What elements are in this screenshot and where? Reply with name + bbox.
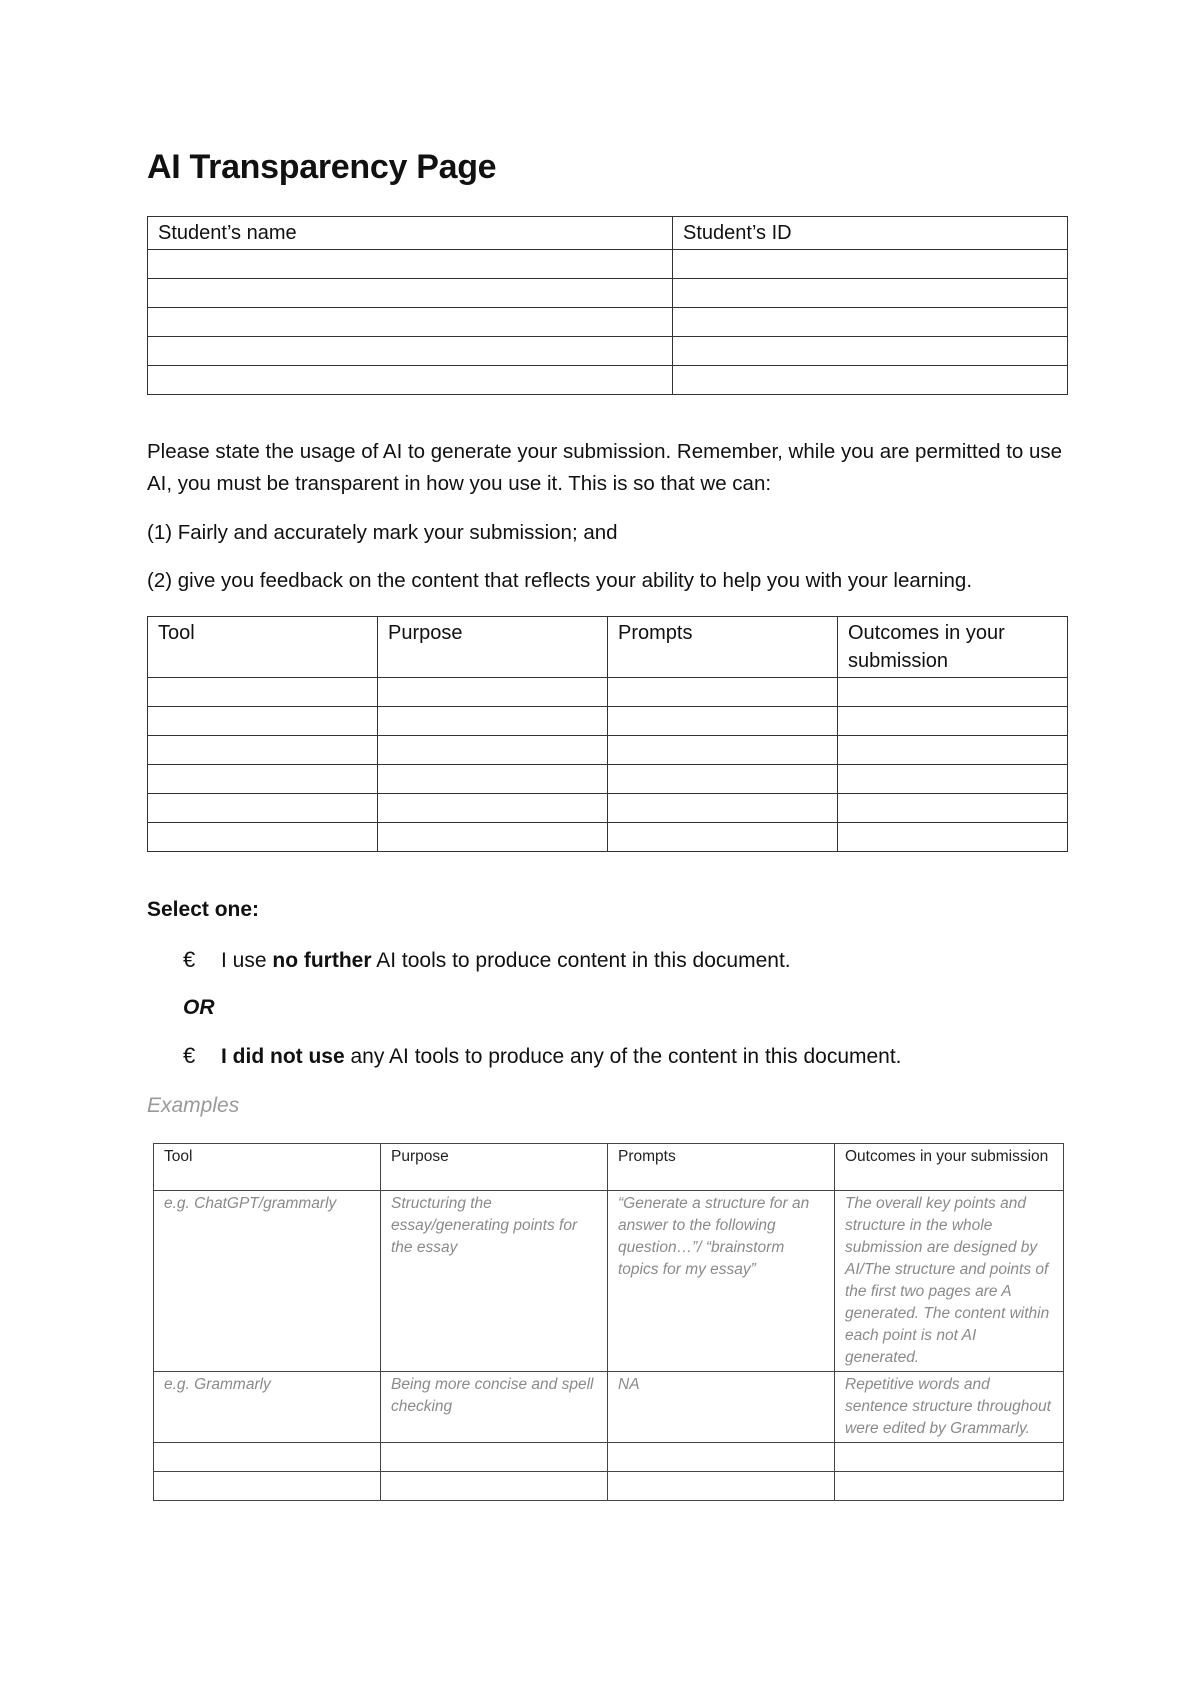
prompts-cell[interactable] xyxy=(608,765,838,794)
option-emphasis: I did not use xyxy=(221,1045,345,1068)
outcomes-cell[interactable] xyxy=(838,794,1068,823)
student-id-cell[interactable] xyxy=(673,250,1068,279)
table-row xyxy=(148,736,1068,765)
prompts-cell[interactable] xyxy=(608,707,838,736)
tool-cell[interactable] xyxy=(148,823,378,852)
purpose-cell[interactable] xyxy=(378,765,608,794)
purpose-cell xyxy=(381,1472,608,1501)
student-name-cell[interactable] xyxy=(148,279,673,308)
outcomes-cell[interactable] xyxy=(838,765,1068,794)
example-tool: e.g. Grammarly xyxy=(154,1372,381,1443)
example-purpose: Being more concise and spell checking xyxy=(381,1372,608,1443)
prompts-header: Prompts xyxy=(608,1144,835,1191)
tool-header: Tool xyxy=(154,1144,381,1191)
table-row xyxy=(148,823,1068,852)
outcomes-cell[interactable] xyxy=(838,707,1068,736)
student-name-cell[interactable] xyxy=(148,337,673,366)
student-id-cell[interactable] xyxy=(673,366,1068,395)
purpose-cell xyxy=(381,1443,608,1472)
student-name-cell[interactable] xyxy=(148,250,673,279)
checkbox-icon[interactable]: € xyxy=(183,1043,196,1068)
table-row xyxy=(148,308,1068,337)
tool-cell[interactable] xyxy=(148,736,378,765)
purpose-cell[interactable] xyxy=(378,678,608,707)
page-title: AI Transparency Page xyxy=(147,148,497,186)
table-row xyxy=(148,250,1068,279)
prompts-cell[interactable] xyxy=(608,823,838,852)
prompts-cell xyxy=(608,1443,835,1472)
example-prompts: NA xyxy=(608,1372,835,1443)
tool-header: Tool xyxy=(148,617,378,678)
prompts-cell[interactable] xyxy=(608,794,838,823)
table-row xyxy=(154,1472,1064,1501)
option-text-suffix: any AI tools to produce any of the content in this document. xyxy=(344,1045,902,1068)
example-outcomes: The overall key points and structure in the whole submission are designed by AI/The structure and points of the first two pages are A generated. The content within each point is not AI generated. xyxy=(835,1191,1064,1372)
example-purpose: Structuring the essay/generating points for the essay xyxy=(381,1191,608,1372)
purpose-cell[interactable] xyxy=(378,794,608,823)
tool-cell[interactable] xyxy=(148,678,378,707)
table-header-row xyxy=(154,1144,1064,1191)
intro-paragraph: Please state the usage of AI to generate your submission. Remember, while you are permitted to use AI, you must be transparent in how you use it. This is so that we can: xyxy=(147,440,1063,495)
point-one: (1) Fairly and accurately mark your submission; and xyxy=(147,521,618,544)
select-one-heading: Select one: xyxy=(147,898,260,921)
examples-label: Examples xyxy=(147,1094,240,1117)
table-row xyxy=(148,707,1068,736)
table-row xyxy=(148,279,1068,308)
table-row xyxy=(154,1443,1064,1472)
tool-cell xyxy=(154,1472,381,1501)
student-info-table xyxy=(147,216,1068,395)
prompts-cell xyxy=(608,1472,835,1501)
checkbox-icon[interactable]: € xyxy=(183,947,196,972)
outcomes-cell[interactable] xyxy=(838,736,1068,765)
prompts-header: Prompts xyxy=(608,617,838,678)
option-text-prefix: I use xyxy=(221,949,273,972)
tool-cell[interactable] xyxy=(148,794,378,823)
option-emphasis: no further xyxy=(272,949,372,972)
student-name-cell[interactable] xyxy=(148,366,673,395)
student-name-header: Student’s name xyxy=(148,217,673,250)
table-row xyxy=(154,1372,1064,1443)
student-id-cell[interactable] xyxy=(673,279,1068,308)
outcomes-header: Outcomes in your submission xyxy=(838,617,1068,678)
table-row xyxy=(148,765,1068,794)
student-id-cell[interactable] xyxy=(673,337,1068,366)
option-no-further-ai[interactable] xyxy=(183,945,791,976)
option-text-suffix: AI tools to produce content in this document. xyxy=(371,949,791,972)
student-id-cell[interactable] xyxy=(673,308,1068,337)
option-did-not-use-ai[interactable] xyxy=(183,1041,902,1072)
or-label: OR xyxy=(183,996,215,1019)
prompts-cell[interactable] xyxy=(608,736,838,765)
example-prompts: “Generate a structure for an answer to the following question…”/ “brainstorm topics for my essay” xyxy=(608,1191,835,1372)
student-name-cell[interactable] xyxy=(148,308,673,337)
table-row xyxy=(148,794,1068,823)
purpose-cell[interactable] xyxy=(378,736,608,765)
outcomes-cell xyxy=(835,1472,1064,1501)
example-tool: e.g. ChatGPT/grammarly xyxy=(154,1191,381,1372)
purpose-cell[interactable] xyxy=(378,707,608,736)
table-row xyxy=(154,1191,1064,1372)
tool-cell xyxy=(154,1443,381,1472)
table-row xyxy=(148,366,1068,395)
outcomes-cell xyxy=(835,1443,1064,1472)
table-header-row xyxy=(148,217,1068,250)
table-header-row xyxy=(148,617,1068,678)
outcomes-cell[interactable] xyxy=(838,823,1068,852)
tool-cell[interactable] xyxy=(148,765,378,794)
outcomes-header: Outcomes in your submission xyxy=(835,1144,1064,1191)
tool-cell[interactable] xyxy=(148,707,378,736)
ai-usage-table xyxy=(147,616,1068,852)
point-two: (2) give you feedback on the content that reflects your ability to help you with your learning. xyxy=(147,569,973,592)
purpose-cell[interactable] xyxy=(378,823,608,852)
example-outcomes: Repetitive words and sentence structure throughout were edited by Grammarly. xyxy=(835,1372,1064,1443)
examples-table xyxy=(153,1143,1064,1501)
purpose-header: Purpose xyxy=(378,617,608,678)
outcomes-cell[interactable] xyxy=(838,678,1068,707)
table-row xyxy=(148,337,1068,366)
student-id-header: Student’s ID xyxy=(673,217,1068,250)
purpose-header: Purpose xyxy=(381,1144,608,1191)
prompts-cell[interactable] xyxy=(608,678,838,707)
table-row xyxy=(148,678,1068,707)
